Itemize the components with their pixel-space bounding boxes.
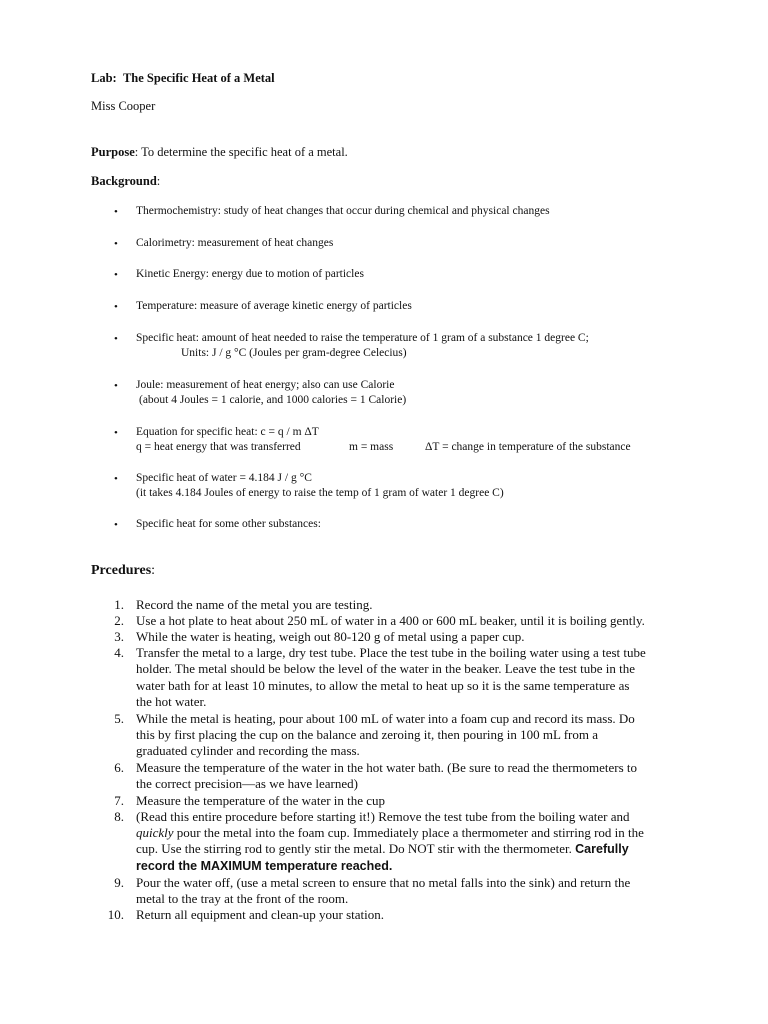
emphasis-carefully: Carefully [575, 842, 629, 856]
step-number: 8. [114, 809, 124, 824]
step-text: quickly pour the metal into the foam cup. Immediately place a thermometer and stirring rod in the [136, 825, 644, 840]
step-text: cup. Use the stirring rod to gently stir the metal. Do NOT stir with the thermometer. Carefully [136, 841, 629, 856]
background-heading: Background: [91, 174, 161, 188]
bullet-icon: • [114, 301, 118, 313]
background-label: Background [91, 174, 157, 188]
background-item: Kinetic Energy: energy due to motion of particles [136, 268, 364, 280]
step-text: Measure the temperature of the water in the cup [136, 793, 386, 808]
lab-title [91, 71, 275, 86]
background-item-detail: Units: J / g °C (Joules per gram-degree Celecius) [181, 347, 407, 359]
step-text: holder. The metal should be below the level of the water in the beaker. Leave the test tube in the [136, 661, 636, 676]
step-number: 5. [114, 711, 124, 726]
step-text: Return all equipment and clean-up your station. [136, 907, 385, 922]
bullet-icon: • [114, 206, 118, 218]
step-number: 6. [114, 760, 124, 775]
emphasis-quickly: quickly [136, 825, 174, 840]
background-item: Equation for specific heat: c = q / m ΔT [136, 426, 319, 438]
equation-var-dt: ΔT = change in temperature of the substance [425, 441, 631, 453]
background-item: Specific heat for some other substances: [136, 518, 321, 530]
background-item: Joule: measurement of heat energy; also can use Calorie [136, 379, 395, 391]
step-number: 3. [114, 629, 124, 644]
equation-var-q: q = heat energy that was transferred [136, 441, 301, 453]
step-text: water bath for at least 10 minutes, to allow the metal to heat up so it is the same temperature as [136, 678, 630, 693]
lab-label: Lab: [91, 71, 117, 85]
bullet-icon: • [114, 380, 118, 392]
step-text: Use a hot plate to heat about 250 mL of water in a 400 or 600 mL beaker, until it is boiling gently. [136, 613, 645, 628]
background-item: Thermochemistry: study of heat changes that occur during chemical and physical changes [136, 205, 550, 217]
step-text: (Read this entire procedure before starting it!) Remove the test tube from the boiling water and [136, 809, 630, 824]
bullet-icon: • [114, 333, 118, 345]
step-text [136, 858, 392, 874]
purpose-label: Purpose [91, 145, 135, 159]
step-text: metal to the tray at the front of the room. [136, 891, 349, 906]
background-item-detail: (it takes 4.184 Joules of energy to raise the temp of 1 gram of water 1 degree C) [136, 487, 504, 499]
step-number: 7. [114, 793, 124, 808]
step-text: the correct precision—as we have learned) [136, 776, 358, 791]
background-item-detail: (about 4 Joules = 1 calorie, and 1000 calories = 1 Calorie) [139, 394, 407, 406]
step-text: Pour the water off, (use a metal screen to ensure that no metal falls into the sink) and return the [136, 875, 631, 890]
purpose-text: : To determine the specific heat of a metal. [134, 145, 348, 159]
bullet-icon: • [114, 473, 118, 485]
step-text: Transfer the metal to a large, dry test tube. Place the test tube in the boiling water using a test tube [136, 645, 646, 660]
teacher-name: Miss Cooper [91, 99, 156, 113]
step-text: graduated cylinder and recording the mass. [136, 743, 360, 758]
step-text: the hot water. [136, 694, 207, 709]
step-number: 10. [107, 907, 124, 922]
step-number: 2. [114, 613, 124, 628]
procedures-heading: Prcedures: [91, 563, 156, 578]
step-text: Measure the temperature of the water in the hot water bath. (Be sure to read the thermometers to [136, 760, 638, 775]
bullet-icon: • [114, 238, 118, 250]
bullet-icon: • [114, 269, 118, 281]
procedures-label: Prcedures [91, 563, 152, 578]
purpose-line [91, 145, 348, 160]
step-number: 9. [114, 875, 124, 890]
bullet-icon: • [114, 519, 118, 531]
title-text: The Specific Heat of a Metal [122, 71, 275, 85]
background-item: Specific heat of water = 4.184 J / g °C [136, 472, 312, 484]
step-number: 1. [114, 597, 124, 612]
step-number: 4. [114, 645, 124, 660]
background-item: Temperature: measure of average kinetic energy of particles [136, 300, 412, 312]
equation-var-m: m = mass [349, 441, 394, 453]
step-text: While the metal is heating, pour about 100 mL of water into a foam cup and record its mass. Do [136, 711, 635, 726]
background-item: Calorimetry: measurement of heat changes [136, 237, 334, 249]
step-text: this by first placing the cup on the balance and zeroing it, then pouring in 100 mL from a [136, 727, 598, 742]
background-item: Specific heat: amount of heat needed to raise the temperature of 1 gram of a substance 1 degree C; [136, 332, 589, 344]
bullet-icon: • [114, 427, 118, 439]
step-text: While the water is heating, weigh out 80-120 g of metal using a paper cup. [136, 629, 525, 644]
step-text: Record the name of the metal you are testing. [136, 597, 373, 612]
emphasis-maximum: record the MAXIMUM temperature reached. [136, 859, 393, 873]
